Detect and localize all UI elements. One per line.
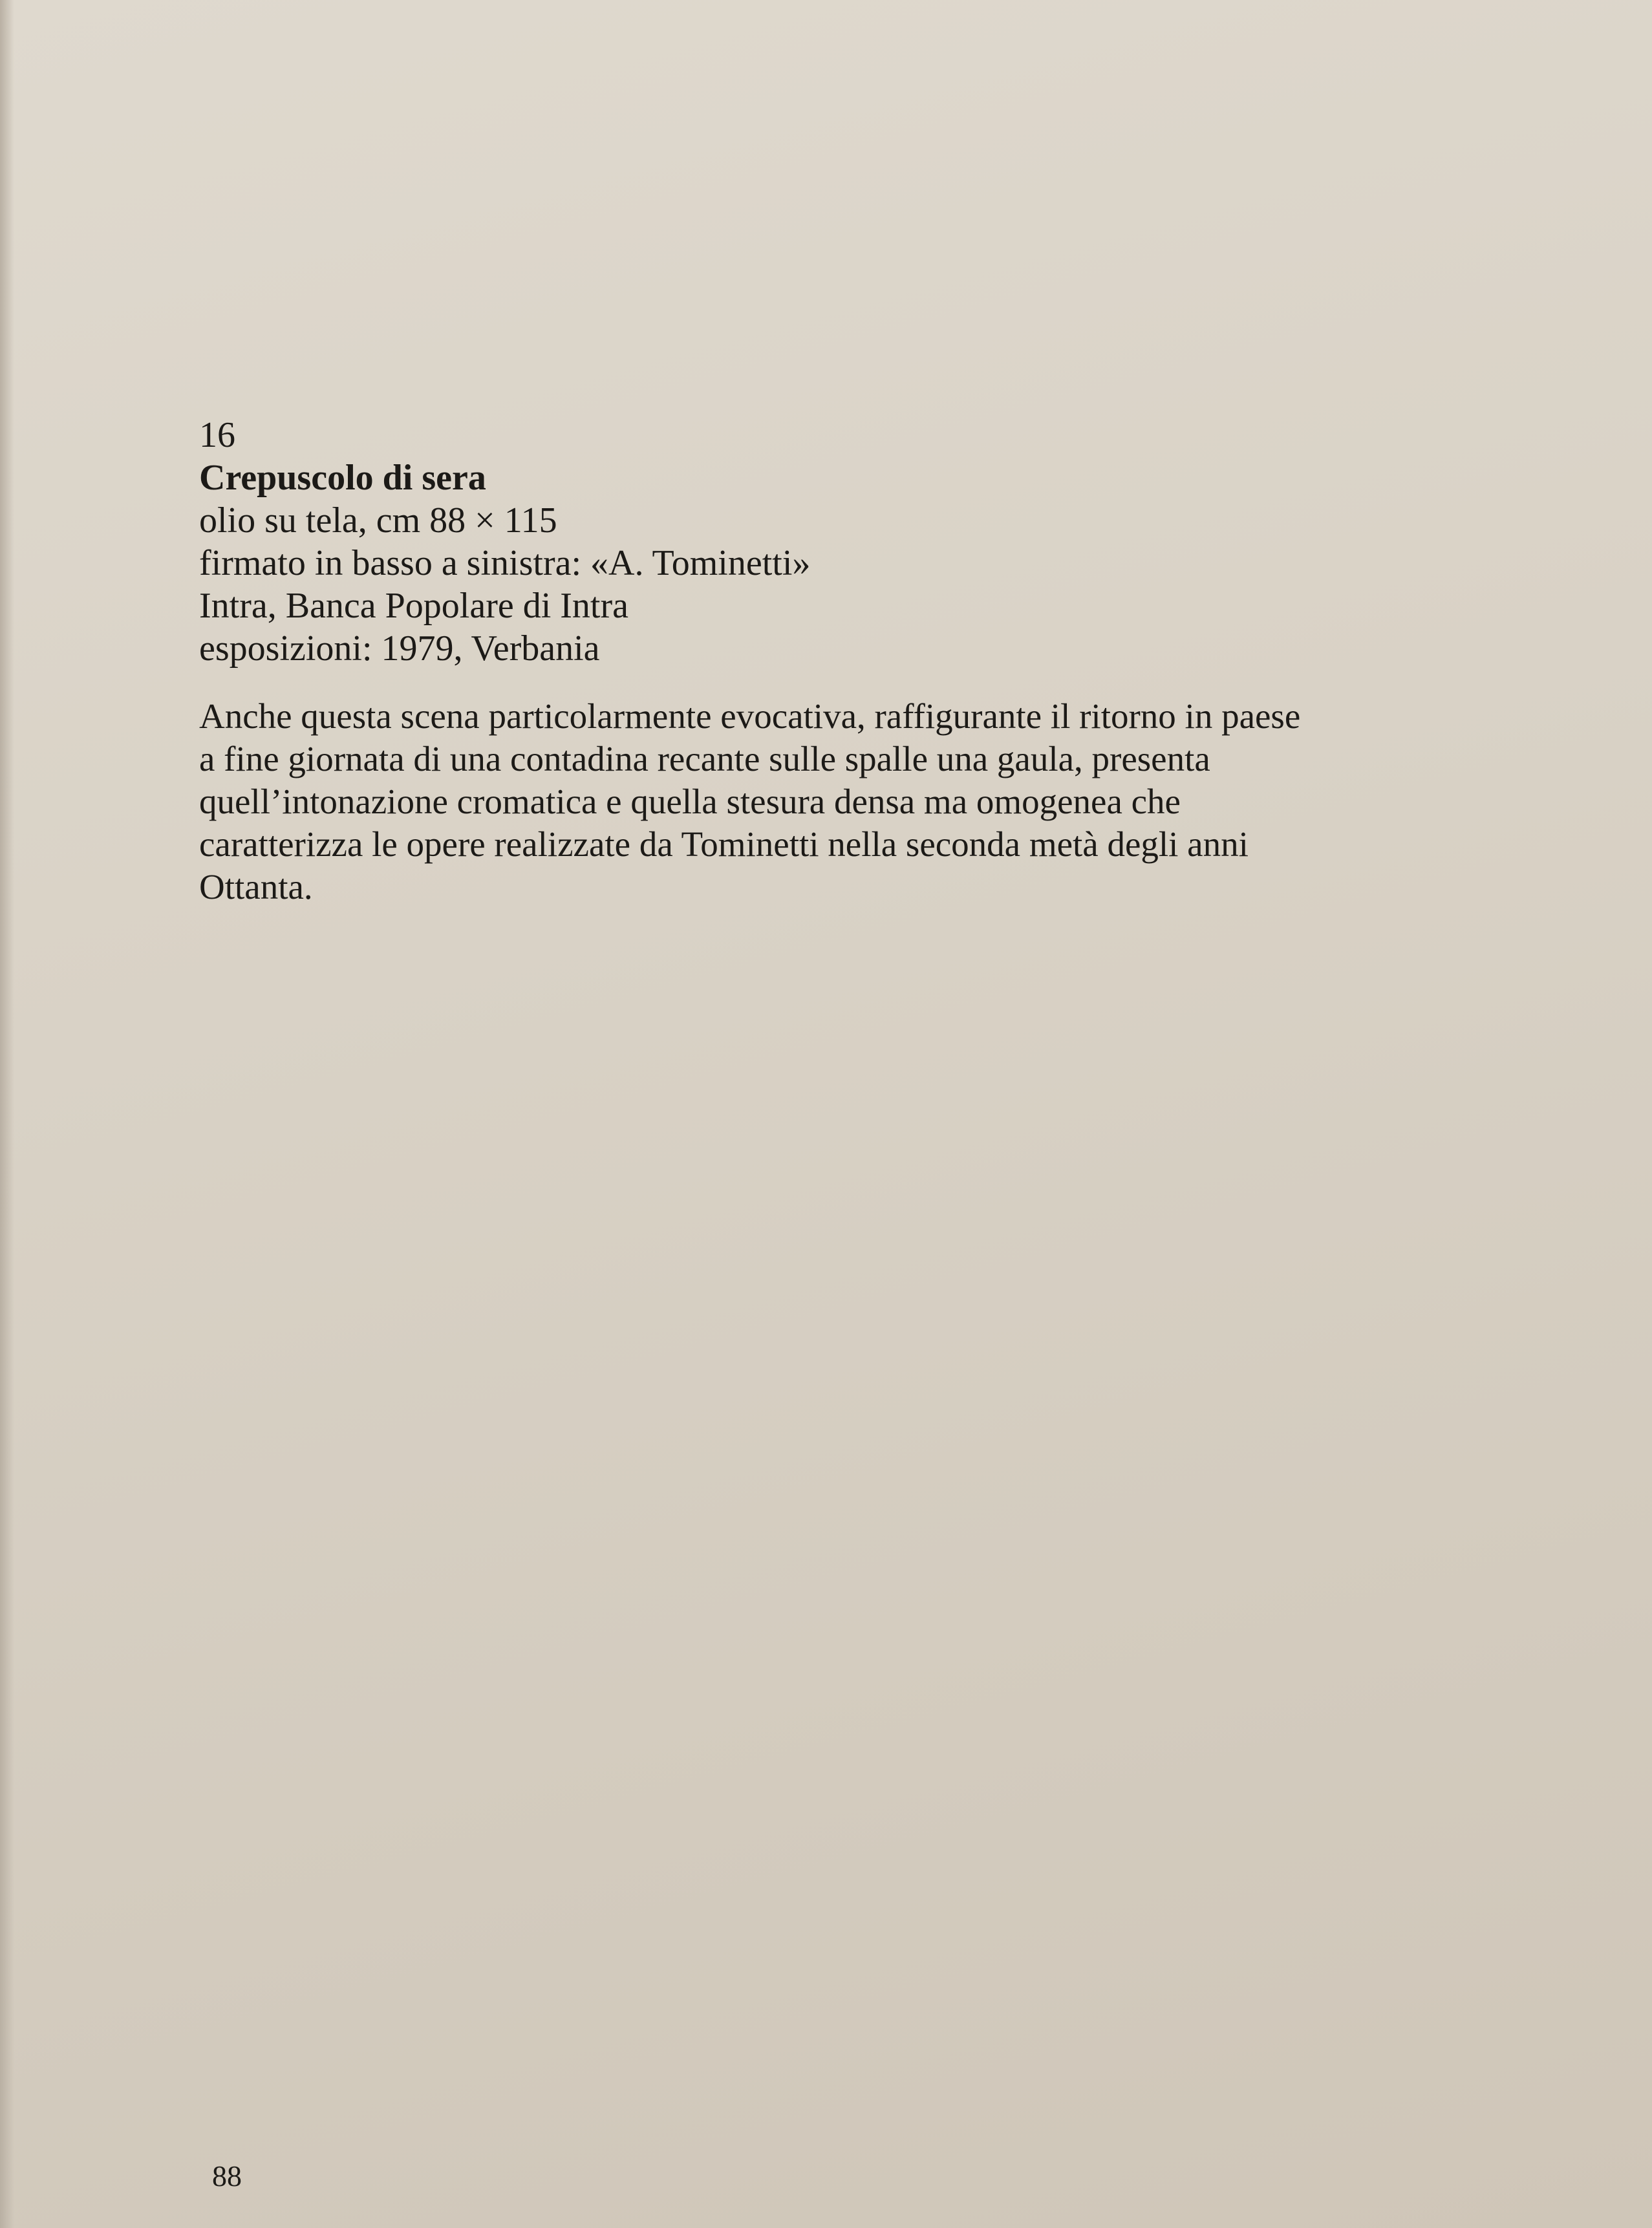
page-gutter-shadow xyxy=(0,0,14,2228)
commentary-line: quell’intonazione cromatica e quella stesura densa ma omogenea che xyxy=(199,782,1181,821)
commentary-line: caratterizza le opere realizzate da Tominetti nella seconda metà degli anni xyxy=(199,824,1249,864)
page-number: 88 xyxy=(212,2159,242,2192)
catalog-entry xyxy=(199,414,1466,670)
commentary-paragraph xyxy=(199,695,1441,908)
artwork-exhibitions: esposizioni: 1979, Verbania xyxy=(199,628,600,669)
artwork-signature: firmato in basso a sinistra: «A. Tominetti» xyxy=(199,543,811,583)
artwork-location: Intra, Banca Popolare di Intra xyxy=(199,586,628,626)
entry-number: 16 xyxy=(199,415,235,455)
commentary-line: a fine giornata di una contadina recante sulle spalle una gaula, presenta xyxy=(199,739,1210,778)
artwork-title: Crepuscolo di sera xyxy=(199,458,486,498)
commentary-line: Anche questa scena particolarmente evocativa, raffigurante il ritorno in paese xyxy=(199,696,1301,736)
commentary-line: Ottanta. xyxy=(199,867,313,906)
artwork-medium: olio su tela, cm 88 × 115 xyxy=(199,500,557,541)
